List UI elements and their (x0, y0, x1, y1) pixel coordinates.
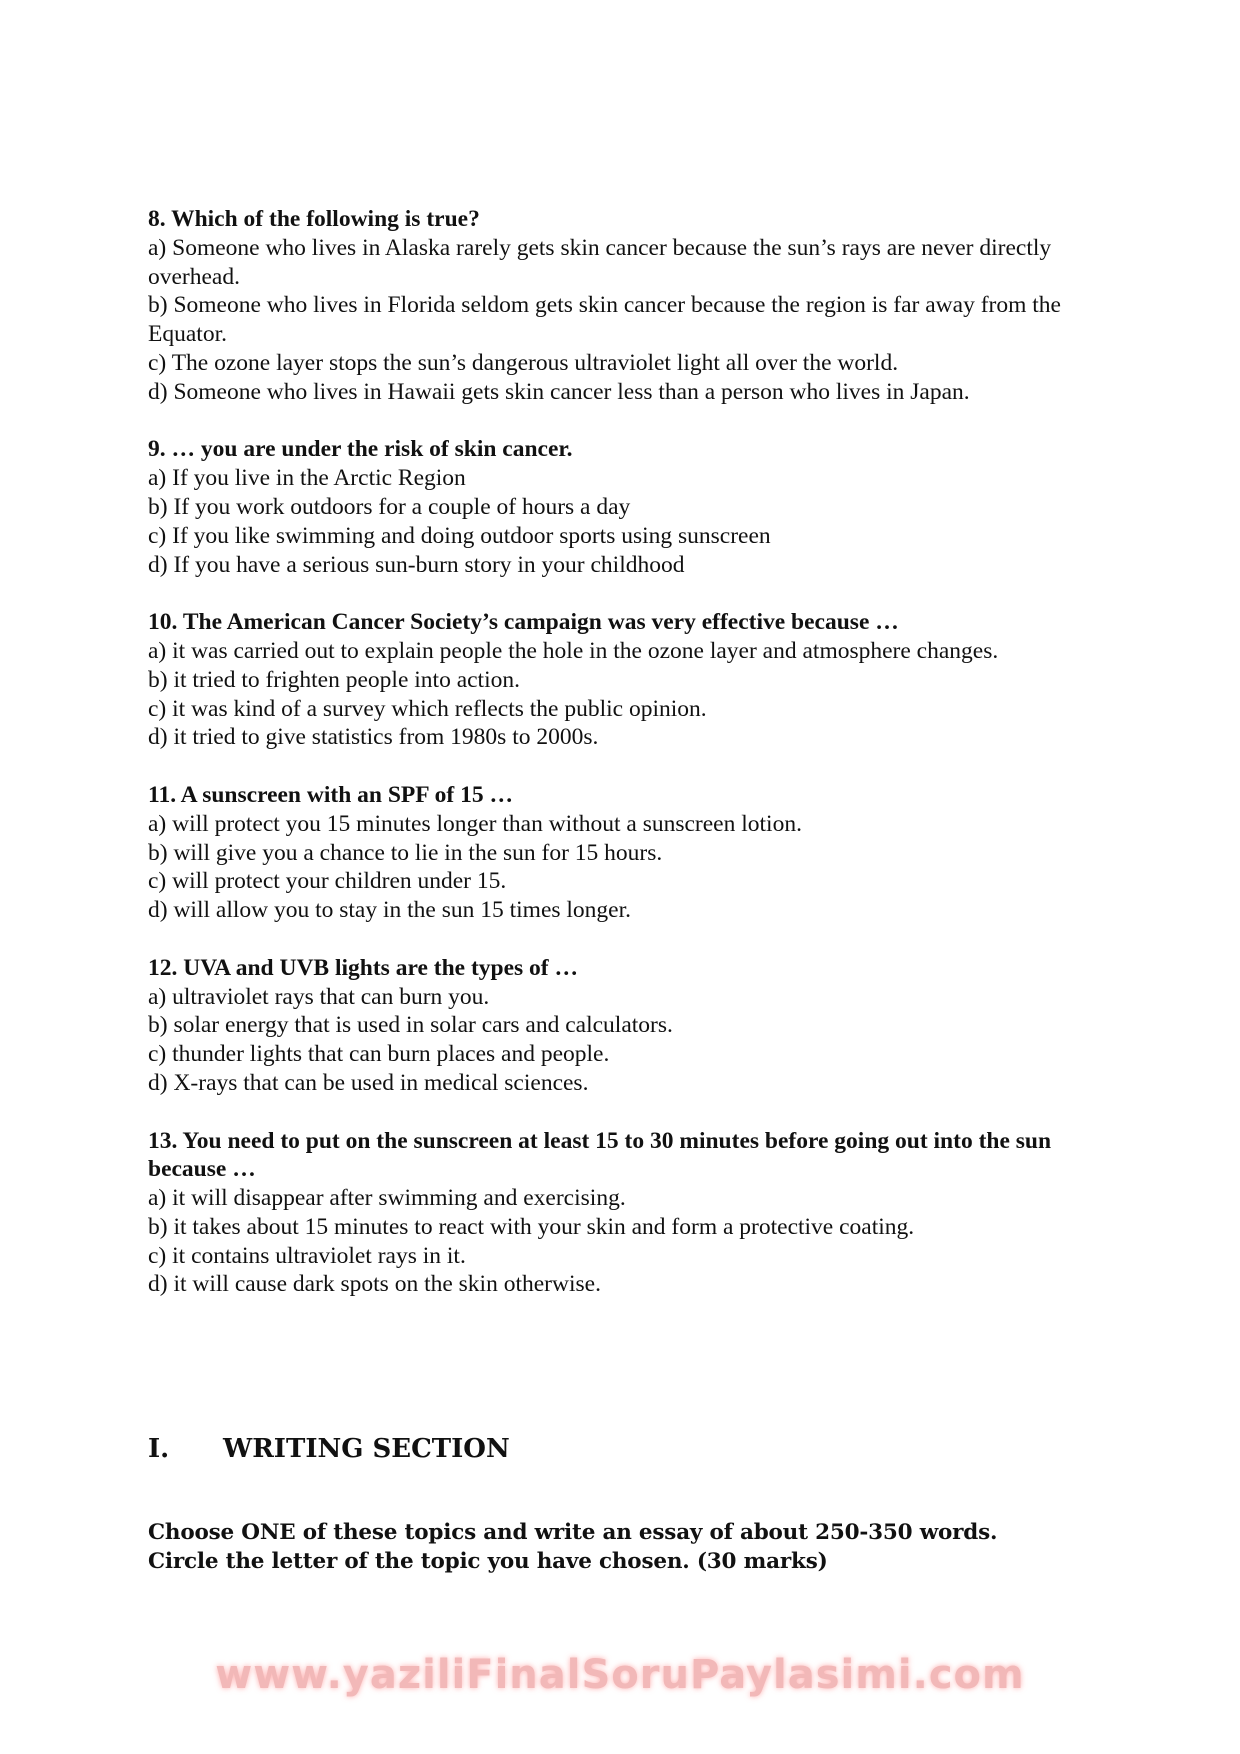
answer-option: a) will protect you 15 minutes longer than without a sunscreen lotion. (148, 810, 802, 837)
question-title: 9. … you are under the risk of skin cancer. (148, 436, 573, 463)
answer-option: d) X-rays that can be used in medical sciences. (148, 1069, 589, 1096)
section-title: WRITING SECTION (223, 1434, 510, 1464)
answer-option: d) it will cause dark spots on the skin otherwise. (148, 1271, 601, 1298)
question-title: 12. UVA and UVB lights are the types of … (148, 954, 578, 981)
question-title: 8. Which of the following is true? (148, 206, 480, 232)
section-number: I. (148, 1434, 170, 1464)
answer-option: a) ultraviolet rays that can burn you. (148, 983, 490, 1010)
answer-option: a) it will disappear after swimming and exercising. (148, 1185, 626, 1212)
question-title: 13. You need to put on the sunscreen at least 15 to 30 minutes before going out into the sun because … (148, 1127, 1052, 1183)
question-13 (148, 1127, 1108, 1300)
answer-option: d) If you have a serious sun-burn story in your childhood (148, 551, 685, 578)
answer-option: b) it tried to frighten people into action. (148, 666, 520, 693)
answer-option: c) it was kind of a survey which reflects the public opinion. (148, 695, 707, 722)
question-8 (148, 205, 1108, 407)
answer-option: d) Someone who lives in Hawaii gets skin cancer less than a person who lives in Japan. (148, 378, 970, 405)
questions (148, 205, 1108, 1328)
instruction-line: Circle the letter of the topic you have chosen. (30 marks) (148, 1549, 828, 1574)
watermark: www.yaziliFinalSoruPaylasimi.com (215, 1652, 1025, 1698)
question-title: 11. A sunscreen with an SPF of 15 … (148, 781, 513, 808)
instruction-line: Choose ONE of these topics and write an essay of about 250-350 words. (148, 1520, 998, 1545)
question-title: 10. The American Cancer Society’s campaign was very effective because … (148, 609, 899, 636)
answer-option: c) The ozone layer stops the sun’s dangerous ultraviolet light all over the world. (148, 349, 899, 376)
answer-option: b) will give you a chance to lie in the sun for 15 hours. (148, 839, 663, 866)
answer-option: a) Someone who lives in Alaska rarely gets skin cancer because the sun’s rays are never directly overhead. (148, 234, 1052, 290)
question-9 (148, 435, 1108, 579)
writing-section-heading (148, 1432, 1208, 1466)
answer-option: b) it takes about 15 minutes to react with your skin and form a protective coating. (148, 1213, 915, 1240)
answer-option: c) If you like swimming and doing outdoor sports using sunscreen (148, 522, 771, 549)
answer-option: b) If you work outdoors for a couple of hours a day (148, 493, 631, 520)
answer-option: b) Someone who lives in Florida seldom gets skin cancer because the region is far away from the Equator. (148, 292, 1061, 348)
answer-option: c) thunder lights that can burn places and people. (148, 1041, 610, 1068)
question-12 (148, 954, 1108, 1098)
question-11 (148, 781, 1108, 925)
answer-option: a) If you live in the Arctic Region (148, 465, 466, 492)
answer-option: c) will protect your children under 15. (148, 868, 507, 895)
answer-option: a) it was carried out to explain people the hole in the ozone layer and atmosphere changes. (148, 637, 999, 664)
answer-option: d) it tried to give statistics from 1980s to 2000s. (148, 724, 599, 751)
answer-option: d) will allow you to stay in the sun 15 times longer. (148, 897, 632, 924)
answer-option: c) it contains ultraviolet rays in it. (148, 1242, 466, 1269)
answer-option: b) solar energy that is used in solar cars and calculators. (148, 1012, 673, 1039)
writing-instructions (148, 1518, 1208, 1576)
question-10 (148, 608, 1108, 752)
